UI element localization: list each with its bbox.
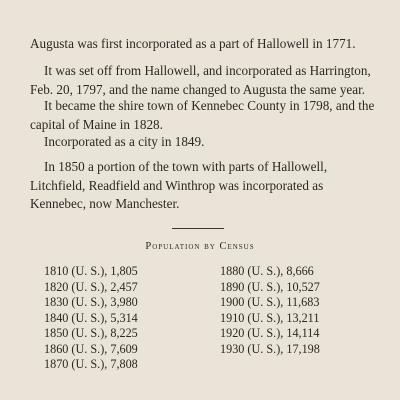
census-row: 1890 (U. S.), 10,527 xyxy=(220,279,320,294)
census-row: 1870 (U. S.), 7,808 xyxy=(44,357,138,371)
census-column-left xyxy=(44,264,138,373)
census-row: 1810 (U. S.), 1,805 xyxy=(44,264,138,278)
census-row: 1830 (U. S.), 3,980 xyxy=(44,295,138,309)
census-row: 1900 (U. S.), 11,683 xyxy=(220,295,320,309)
census-row: 1850 (U. S.), 8,225 xyxy=(44,326,138,340)
paragraph-harrington: It was set off from Hallowell, and incorporated as Harrington, Feb. 20, 1797, and the name changed to Augusta the same year. xyxy=(30,63,371,97)
census-row: 1920 (U. S.), 14,114 xyxy=(220,326,320,340)
paragraph-kennebec: In 1850 a portion of the town with parts of Hallowell, Litchfield, Readfield and Winthrop was incorporated as Kennebec, now Manchester. xyxy=(30,159,328,211)
census-row: 1880 (U. S.), 8,666 xyxy=(220,264,314,278)
paragraph-shire-town: It became the shire town of Kennebec County in 1798, and the capital of Maine in 1828. xyxy=(30,98,375,132)
census-row: 1840 (U. S.), 5,314 xyxy=(44,310,138,325)
census-row: 1930 (U. S.), 17,198 xyxy=(220,341,320,356)
census-row: 1820 (U. S.), 2,457 xyxy=(44,279,138,294)
census-column-right xyxy=(220,264,320,357)
census-heading: Population by Census xyxy=(145,241,255,252)
paragraph-city: Incorporated as a city in 1849. xyxy=(44,134,205,149)
paragraph-incorporation: Augusta was first incorporated as a part of Hallowell in 1771. xyxy=(30,36,356,51)
section-divider xyxy=(172,228,224,229)
census-row: 1910 (U. S.), 13,211 xyxy=(220,310,320,325)
census-row: 1860 (U. S.), 7,609 xyxy=(44,341,138,356)
